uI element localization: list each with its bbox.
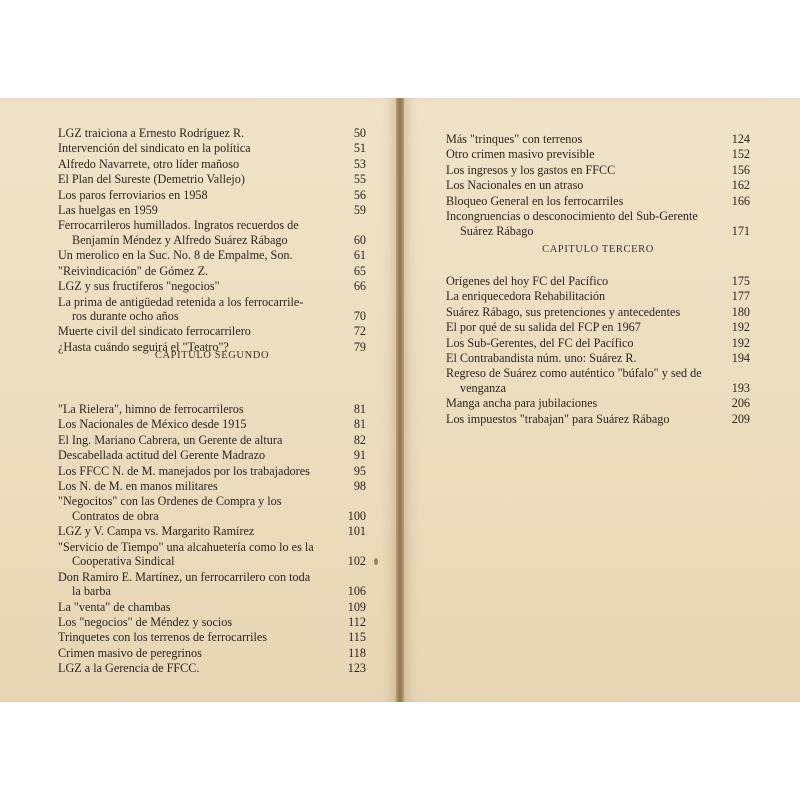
toc-entry-title: El Ing. Mariano Cabrera, un Gerente de altura bbox=[58, 432, 283, 447]
toc-entry bbox=[58, 615, 366, 630]
toc-entry-title: Los Nacionales en un atraso bbox=[446, 178, 584, 193]
toc-entry-title: El Plan del Sureste (Demetrio Vallejo) bbox=[58, 172, 245, 187]
toc-entry bbox=[446, 412, 750, 427]
toc-entry bbox=[446, 194, 750, 209]
toc-entry bbox=[58, 264, 366, 279]
toc-entry-title: LGZ y sus fructíferos "negocios" bbox=[58, 279, 220, 294]
toc-entry-title-continued: la barba bbox=[72, 584, 111, 599]
toc-entry-page-number: 61 bbox=[353, 248, 366, 263]
toc-entry-title: Los impuestos "trabajan" para Suárez Rábago bbox=[446, 411, 670, 426]
toc-entry-title: Regreso de Suárez como auténtico "búfalo" y sed de bbox=[446, 366, 702, 381]
toc-entry-title-continued: Cooperativa Sindical bbox=[72, 554, 175, 569]
toc-entry bbox=[58, 279, 366, 294]
toc-entry bbox=[58, 203, 366, 218]
toc-entry-title: LGZ a la Gerencia de FFCC. bbox=[58, 661, 200, 676]
toc-entry-title: Alfredo Navarrete, otro líder mañoso bbox=[58, 156, 240, 171]
toc-entry bbox=[446, 351, 750, 366]
toc-entry-title: Los paros ferroviarios en 1958 bbox=[58, 187, 208, 202]
toc-entry bbox=[58, 630, 366, 645]
toc-entry bbox=[446, 336, 750, 351]
toc-entry-title: Incongruencias o desconocimiento del Sub-Gerente bbox=[446, 208, 698, 223]
toc-entry-page-number: 194 bbox=[731, 350, 750, 365]
toc-entry bbox=[58, 157, 366, 172]
toc-entry-page-number: 193 bbox=[731, 380, 750, 395]
toc-entry-title: Crimen masivo de peregrinos bbox=[58, 645, 202, 660]
toc-entry-page-number: 95 bbox=[353, 463, 366, 478]
toc-entry bbox=[58, 141, 366, 156]
toc-entry bbox=[58, 295, 366, 324]
toc-entry-title: "La Rielera", himno de ferrocarrileros bbox=[58, 402, 244, 416]
toc-entry bbox=[446, 274, 750, 289]
toc-entry bbox=[58, 570, 366, 599]
toc-entry-title: Muerte civil del sindicato ferrocarrilero bbox=[58, 324, 251, 339]
toc-entry-title: LGZ traiciona a Ernesto Rodríguez R. bbox=[58, 126, 245, 140]
toc-entry-title-continued: ros durante ocho años bbox=[72, 309, 179, 324]
toc-entry-title: "Negocitos" con las Ordenes de Compra y los bbox=[58, 494, 282, 509]
toc-entry-title: Más "trinques" con terrenos bbox=[446, 132, 583, 146]
toc-entry-page-number: 192 bbox=[731, 335, 750, 350]
toc-entry-title: Intervención del sindicato en la política bbox=[58, 141, 251, 156]
toc-entry-title: Los Nacionales de México desde 1915 bbox=[58, 417, 247, 432]
toc-entry-title: Los "negocios" de Méndez y socios bbox=[58, 615, 233, 630]
toc-entry bbox=[446, 178, 750, 193]
toc-entry-title: El por qué de su salida del FCP en 1967 bbox=[446, 320, 641, 335]
toc-entry-title: LGZ y V. Campa vs. Margarito Ramírez bbox=[58, 524, 255, 539]
toc-entry-page-number: 50 bbox=[353, 126, 366, 140]
toc-entry bbox=[58, 540, 366, 569]
toc-entry-title: Trinquetes con los terrenos de ferrocarriles bbox=[58, 630, 268, 645]
toc-entry-title: Los FFCC N. de M. manejados por los trabajadores bbox=[58, 463, 310, 478]
toc-entry-page-number: 209 bbox=[731, 411, 750, 426]
toc-entry bbox=[446, 305, 750, 320]
toc-entry-page-number: 66 bbox=[353, 279, 366, 294]
toc-entry bbox=[446, 396, 750, 411]
toc-entry bbox=[58, 524, 366, 539]
toc-entry bbox=[58, 402, 366, 417]
toc-entry-title: Los Sub-Gerentes, del FC del Pacífico bbox=[446, 335, 634, 350]
ink-smudge bbox=[374, 558, 378, 565]
left-toc-list-a bbox=[58, 126, 366, 355]
toc-entry-page-number: 192 bbox=[731, 320, 750, 335]
toc-entry-page-number: 70 bbox=[353, 309, 366, 324]
toc-entry-title-continued: venganza bbox=[460, 380, 507, 395]
toc-entry-title: Suárez Rábago, sus pretenciones y antecedentes bbox=[446, 304, 681, 319]
toc-entry-page-number: 101 bbox=[347, 524, 366, 539]
right-toc-list-b bbox=[446, 274, 750, 427]
toc-entry-page-number: 180 bbox=[731, 304, 750, 319]
toc-entry bbox=[446, 289, 750, 304]
toc-entry-title-continued: Benjamín Méndez y Alfredo Suárez Rábago bbox=[72, 232, 288, 247]
toc-entry-title: Los ingresos y los gastos en FFCC bbox=[446, 162, 616, 177]
toc-entry bbox=[58, 248, 366, 263]
toc-entry bbox=[58, 188, 366, 203]
toc-entry bbox=[446, 366, 750, 395]
right-toc-list-a bbox=[446, 132, 750, 239]
book-gutter bbox=[396, 98, 404, 702]
book-spread bbox=[0, 98, 800, 702]
toc-entry-title: La "venta" de chambas bbox=[58, 599, 171, 614]
toc-entry-page-number: 81 bbox=[353, 417, 366, 432]
toc-entry bbox=[58, 126, 366, 141]
toc-entry-title: Descabellada actitud del Gerente Madrazo bbox=[58, 448, 266, 463]
toc-entry bbox=[446, 147, 750, 162]
toc-entry-page-number: 177 bbox=[731, 289, 750, 304]
toc-entry-page-number: 175 bbox=[731, 274, 750, 288]
toc-entry bbox=[58, 417, 366, 432]
toc-entry-page-number: 156 bbox=[731, 162, 750, 177]
toc-entry-title: ¿Hasta cuándo seguirá el "Teatro"? bbox=[58, 339, 229, 354]
toc-entry-page-number: 81 bbox=[353, 402, 366, 416]
toc-entry-title: La enriquecedora Rehabilitación bbox=[446, 289, 606, 304]
toc-entry-page-number: 72 bbox=[353, 324, 366, 339]
toc-entry bbox=[58, 661, 366, 676]
toc-entry-title: Ferrocarrileros humillados. Ingratos recuerdos de bbox=[58, 218, 299, 233]
toc-entry bbox=[58, 600, 366, 615]
toc-entry bbox=[446, 163, 750, 178]
toc-entry-title: El Contrabandista núm. uno: Suárez R. bbox=[446, 350, 637, 365]
toc-entry-page-number: 53 bbox=[353, 156, 366, 171]
toc-entry-title: Don Ramiro E. Martínez, un ferrocarrilero con toda bbox=[58, 569, 311, 584]
toc-entry-page-number: 162 bbox=[731, 178, 750, 193]
toc-entry-page-number: 118 bbox=[348, 645, 366, 660]
toc-entry-page-number: 98 bbox=[353, 478, 366, 493]
toc-entry bbox=[58, 433, 366, 448]
toc-entry-page-number: 59 bbox=[353, 202, 366, 217]
toc-entry-title: Orígenes del hoy FC del Pacífico bbox=[446, 274, 609, 288]
toc-entry bbox=[446, 209, 750, 238]
toc-entry-page-number: 65 bbox=[353, 263, 366, 278]
toc-entry-page-number: 100 bbox=[347, 508, 366, 523]
toc-entry bbox=[446, 320, 750, 335]
toc-entry-page-number: 106 bbox=[347, 584, 366, 599]
toc-entry-title: "Servicio de Tiempo" una alcahuetería como lo es la bbox=[58, 539, 314, 554]
toc-entry bbox=[446, 132, 750, 147]
toc-entry-page-number: 112 bbox=[348, 615, 366, 630]
toc-entry bbox=[58, 448, 366, 463]
toc-entry-page-number: 56 bbox=[353, 187, 366, 202]
toc-entry bbox=[58, 494, 366, 523]
toc-entry-page-number: 124 bbox=[731, 132, 750, 146]
toc-entry-page-number: 51 bbox=[353, 141, 366, 156]
toc-entry-page-number: 79 bbox=[353, 339, 366, 354]
toc-entry-page-number: 109 bbox=[347, 599, 366, 614]
toc-entry-title: Un merolico en la Suc. No. 8 de Empalme, Son. bbox=[58, 248, 293, 263]
toc-entry bbox=[58, 218, 366, 247]
toc-entry bbox=[58, 646, 366, 661]
toc-entry-page-number: 82 bbox=[353, 432, 366, 447]
toc-entry-page-number: 206 bbox=[731, 396, 750, 411]
toc-entry-page-number: 102 bbox=[347, 554, 366, 569]
section-heading-capitulo-tercero: CAPITULO TERCERO bbox=[542, 244, 654, 255]
toc-entry bbox=[58, 479, 366, 494]
toc-entry-page-number: 166 bbox=[731, 193, 750, 208]
toc-entry-page-number: 171 bbox=[731, 223, 750, 238]
toc-entry-page-number: 55 bbox=[353, 172, 366, 187]
left-toc-list-b bbox=[58, 402, 366, 677]
toc-entry-title: "Reivindicación" de Gómez Z. bbox=[58, 263, 209, 278]
toc-entry-title: Los N. de M. en manos militares bbox=[58, 478, 218, 493]
toc-entry-title: Otro crimen masivo previsible bbox=[446, 147, 595, 162]
section-heading-capitulo-segundo: CAPITULO SEGUNDO bbox=[154, 350, 270, 361]
toc-entry-title: La prima de antigüedad retenida a los ferrocarrile- bbox=[58, 294, 304, 309]
toc-entry-page-number: 91 bbox=[353, 448, 366, 463]
toc-entry bbox=[58, 172, 366, 187]
toc-entry-page-number: 152 bbox=[731, 147, 750, 162]
toc-entry-title-continued: Contratos de obra bbox=[72, 508, 159, 523]
toc-entry-page-number: 60 bbox=[353, 232, 366, 247]
toc-entry-page-number: 123 bbox=[347, 661, 366, 676]
toc-entry-page-number: 115 bbox=[348, 630, 366, 645]
toc-entry-title-continued: Suárez Rábago bbox=[460, 223, 534, 238]
toc-entry-title: Manga ancha para jubilaciones bbox=[446, 396, 598, 411]
toc-entry bbox=[58, 324, 366, 339]
toc-entry bbox=[58, 464, 366, 479]
toc-entry-title: Las huelgas en 1959 bbox=[58, 202, 158, 217]
toc-entry-title: Bloqueo General en los ferrocarriles bbox=[446, 193, 624, 208]
